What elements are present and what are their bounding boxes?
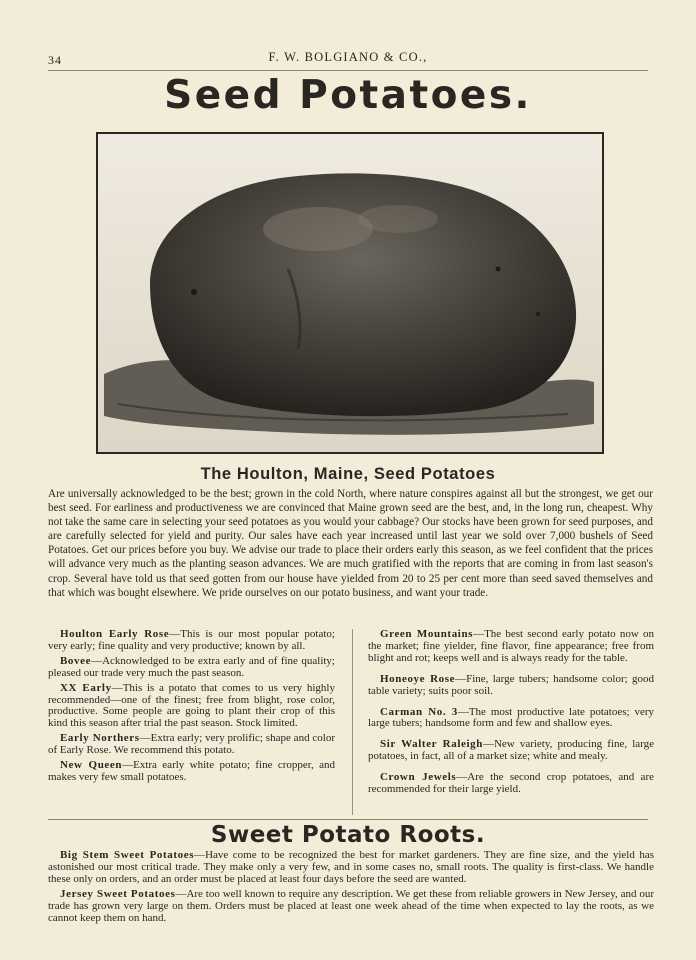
variety-name: Bovee xyxy=(60,654,92,667)
column-divider xyxy=(352,629,353,815)
variety-entry xyxy=(48,733,335,757)
sweet-potato-description: —Have come to be recognized the best for market gardeners. They are fine size, and the yield has astonished our most critical trade. They make only a very few, and in some cases no, small roots. The quality is first-class. We handle these only on orders, and an order must be placed at least four days before the seed are wanted. xyxy=(48,849,654,885)
header-rule xyxy=(48,70,648,71)
variety-description: —The best second early potato now on the market; fine yielder, fine flavor, fine appearance; free from blight and rot; keeps well and is always ready for the table. xyxy=(368,628,655,664)
variety-description: —Extra early; very prolific; shape and color of Early Rose. We recommend this potato. xyxy=(48,732,335,757)
variety-entry xyxy=(368,707,654,731)
sweet-potato-entry xyxy=(48,850,654,886)
variety-description: —The most productive late potatoes; very large tubers; handsome form and few and shallow eyes. xyxy=(368,705,654,730)
variety-entry xyxy=(48,683,335,731)
variety-entry xyxy=(368,674,654,698)
variety-entry xyxy=(48,656,335,680)
potato-illustration xyxy=(96,132,604,454)
variety-entry xyxy=(368,739,654,763)
page-number: 34 xyxy=(48,53,62,67)
sweet-potato-entry xyxy=(48,889,654,925)
variety-description: —Fine, large tubers; handsome color; good table variety; suits poor soil. xyxy=(368,672,654,697)
running-header xyxy=(48,50,648,68)
sweet-potato-title: Sweet Potato Roots. xyxy=(210,822,486,848)
sweet-potato-section xyxy=(48,850,654,927)
variety-name: XX Early xyxy=(60,681,112,694)
variety-description: —This is a potato that comes to us very highly recommended—one of the finest; free from blight, rose color, productive. Some people are going to plant their crop of this kind this season after trial the past season. Stock limited. xyxy=(48,681,335,730)
intro-paragraph: Are universally acknowledged to be the best; grown in the cold North, where nature conspires against all but the strongest, we get our best seed. For earliness and productiveness we are convinced that Maine grown seed are the best, and, in the long run, cheapest. Why not take the same care in selecting your seed potatoes as you would your cabbage? Our stocks have been grown for seed purposes, and are carefully selected for yield and purity. Our sales have each year increased until last year we sold over 7,000 bushels of Seed Potatoes. Get our prices before you buy. We advise our trade to place their orders early this season, as we feel confident that the prices will advance very much as the planting season advances. We are much gratified with the reports that are coming in from last season's crop. Several have told us that seed gotten from our house have yielded from 20 to 25 per cent more than seed saved themselves and that which was bought elsewhere. We pride ourselves on our potato business, and want your trade. xyxy=(48,488,653,599)
variety-description: —Extra early white potato; fine cropper, and makes very few small potatoes. xyxy=(48,759,335,783)
section-subtitle: The Houlton, Maine, Seed Potatoes xyxy=(200,465,496,483)
variety-name: Sir Walter Raleigh xyxy=(380,738,483,751)
variety-description: —Acknowledged to be extra early and of fine quality; pleased our trade very much the past season. xyxy=(48,654,335,679)
variety-entry xyxy=(48,760,335,784)
variety-description: —This is our most popular potato; very early; fine quality and very productive; known by all. xyxy=(48,628,335,652)
variety-name: New Queen xyxy=(60,759,123,772)
sweet-potato-name: Big Stem Sweet Potatoes xyxy=(60,849,195,861)
sweet-potato-name: Jersey Sweet Potatoes xyxy=(60,887,176,900)
variety-description: —Are the second crop potatoes, and are recommended for their large yield. xyxy=(368,771,654,796)
variety-entry xyxy=(368,629,654,665)
variety-name: Houlton Early Rose xyxy=(60,628,170,640)
variety-name: Early Northers xyxy=(60,732,140,745)
variety-list-right xyxy=(368,629,654,805)
variety-name: Green Mountains xyxy=(380,628,474,640)
sweet-potato-description: —Are too well known to require any description. We get these from reliable growers in New Jersey, and our trade has grown very large on them. Orders must be placed at least one week ahead of the time when expected to lay the roots, as we cannot keep them on hand. xyxy=(48,887,654,924)
page-title: Seed Potatoes. xyxy=(164,73,532,118)
variety-entry xyxy=(368,772,654,796)
variety-name: Carman No. 3 xyxy=(380,705,458,718)
firm-name: F. W. BOLGIANO & CO., xyxy=(268,50,428,64)
variety-name: Crown Jewels xyxy=(380,771,457,784)
variety-description: —New variety, producing fine, large potatoes, in fact, all of a market size; white and mealy. xyxy=(368,738,654,763)
variety-columns xyxy=(48,629,654,817)
variety-entry xyxy=(48,629,335,653)
variety-name: Honeoye Rose xyxy=(380,672,456,685)
variety-list-left xyxy=(48,629,335,787)
